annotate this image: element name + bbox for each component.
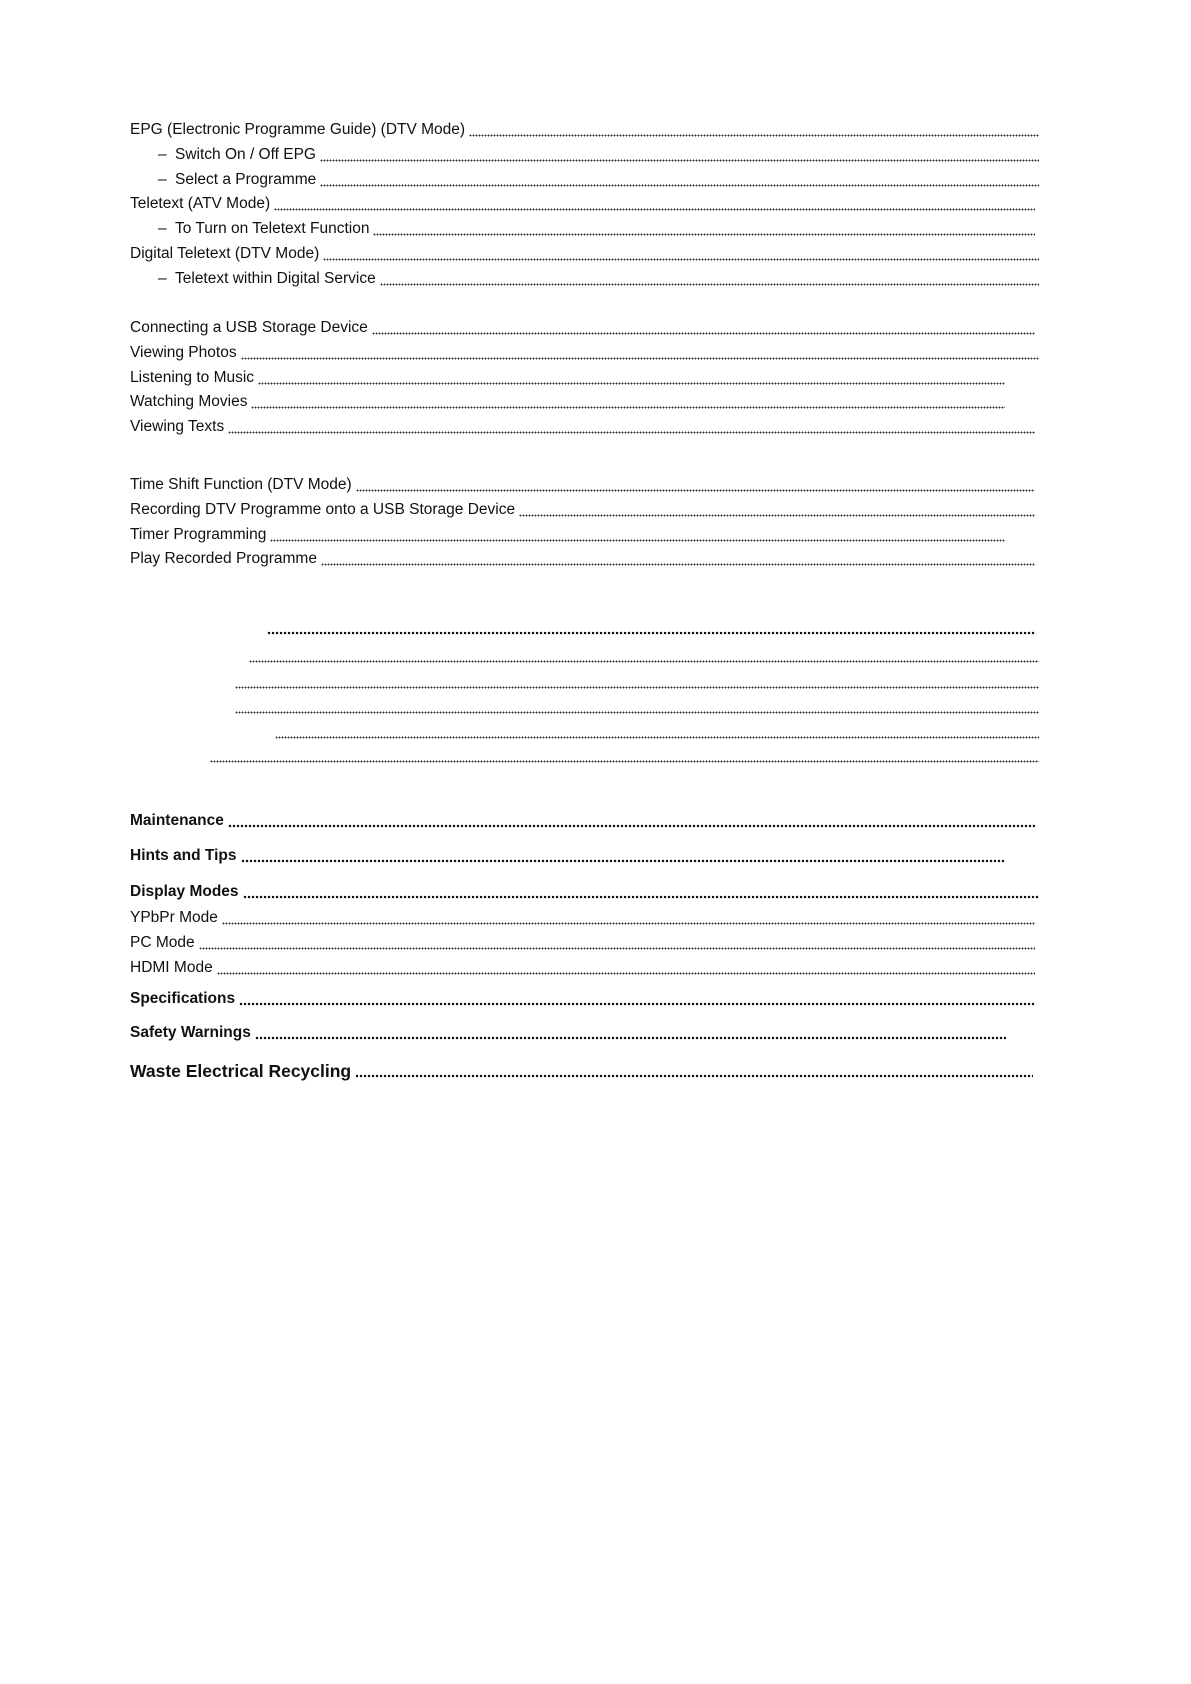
toc-entry-label: – Teletext within Digital Service <box>158 268 378 290</box>
toc-entry-blank <box>273 726 1039 748</box>
toc-entry-epg[interactable] <box>130 119 1039 141</box>
toc-entry-teletext-atv[interactable] <box>130 193 1035 215</box>
toc-entry-connecting-usb[interactable] <box>130 317 1035 339</box>
toc-entry-safety-warnings[interactable] <box>130 1022 1007 1044</box>
dot-leader <box>241 859 1005 863</box>
dot-leader <box>519 514 1035 517</box>
toc-entry-label: PC Mode <box>130 934 195 951</box>
toc-entry-viewing-texts[interactable] <box>130 416 1035 438</box>
toc-entry-label: Safety Warnings <box>130 1024 251 1041</box>
toc-entry-label: – Select a Programme <box>158 169 318 191</box>
toc-entry-pc-mode[interactable] <box>130 932 1035 954</box>
dot-leader <box>251 406 1005 409</box>
toc-entry-specifications[interactable] <box>130 988 1035 1010</box>
dot-leader <box>255 1036 1007 1040</box>
dot-leader <box>249 660 1039 663</box>
dot-leader <box>239 1002 1035 1006</box>
toc-entry-digital-teletext[interactable] <box>130 243 1039 265</box>
dot-leader <box>235 711 1039 714</box>
toc-entry-blank <box>233 701 1039 723</box>
toc-entry-label: – Switch On / Off EPG <box>158 144 318 166</box>
dot-leader <box>380 283 1039 286</box>
dot-leader <box>210 760 1039 763</box>
toc-entry-label: Watching Movies <box>130 393 248 410</box>
toc-entry-recording-dtv[interactable] <box>130 499 1035 521</box>
dot-leader <box>228 824 1035 828</box>
dot-leader <box>372 332 1035 335</box>
toc-entry-label: Maintenance <box>130 812 224 829</box>
toc-entry-blank <box>265 622 1035 644</box>
toc-entry-select-programme[interactable] <box>158 169 1039 191</box>
dot-leader <box>270 539 1005 542</box>
toc-entry-label: Viewing Photos <box>130 344 237 361</box>
toc-entry-waste-recycling[interactable] <box>130 1060 1033 1082</box>
dot-leader <box>320 184 1039 187</box>
toc-entry-label: HDMI Mode <box>130 959 213 976</box>
toc-entry-label: Viewing Texts <box>130 418 225 435</box>
toc-entry-label: Time Shift Function (DTV Mode) <box>130 476 352 493</box>
toc-entry-label: Recording DTV Programme onto a USB Storage Device <box>130 501 516 518</box>
dot-leader <box>228 431 1035 434</box>
toc-entry-turn-on-teletext[interactable] <box>158 218 1035 240</box>
dot-leader <box>469 134 1039 137</box>
dot-leader <box>222 922 1035 925</box>
toc-entry-teletext-digital-service[interactable] <box>158 268 1039 290</box>
dot-leader <box>199 947 1035 950</box>
dot-leader <box>355 1074 1033 1078</box>
toc-entry-label: EPG (Electronic Programme Guide) (DTV Mode) <box>130 121 466 138</box>
toc-entry-blank <box>247 650 1039 672</box>
toc-entry-label: Connecting a USB Storage Device <box>130 319 368 336</box>
dot-leader <box>258 382 1005 385</box>
dot-leader <box>217 972 1035 975</box>
toc-entry-label: Timer Programming <box>130 526 267 543</box>
toc-entry-label: Waste Electrical Recycling <box>130 1061 352 1081</box>
dot-leader <box>356 489 1035 492</box>
toc-entry-switch-epg[interactable] <box>158 144 1039 166</box>
toc-entry-play-recorded[interactable] <box>130 548 1035 570</box>
toc-entry-label: Hints and Tips <box>130 847 237 864</box>
toc-entry-time-shift[interactable] <box>130 474 1035 496</box>
dot-leader <box>235 686 1039 689</box>
toc-entry-label: Teletext (ATV Mode) <box>130 195 271 212</box>
dot-leader <box>274 208 1035 211</box>
toc-entry-label: Digital Teletext (DTV Mode) <box>130 245 320 262</box>
dot-leader <box>323 258 1039 261</box>
toc-entry-label: Specifications <box>130 990 236 1007</box>
dot-leader <box>321 563 1035 566</box>
dot-leader <box>243 895 1039 899</box>
toc-entry-listening-music[interactable] <box>130 367 1005 389</box>
toc-entry-label: Listening to Music <box>130 369 255 386</box>
toc-entry-blank <box>233 676 1039 698</box>
toc-entry-watching-movies[interactable] <box>130 391 1005 413</box>
toc-entry-viewing-photos[interactable] <box>130 342 1039 364</box>
toc-entry-label: Display Modes <box>130 883 239 900</box>
toc-entry-label: – To Turn on Teletext Function <box>158 218 371 240</box>
toc-entry-display-modes[interactable] <box>130 881 1039 903</box>
dot-leader <box>373 233 1035 236</box>
dot-leader <box>267 631 1035 635</box>
dot-leader <box>320 159 1039 162</box>
toc-entry-timer-programming[interactable] <box>130 524 1005 546</box>
toc-entry-label: YPbPr Mode <box>130 909 218 926</box>
dot-leader <box>275 736 1039 739</box>
toc-entry-hdmi-mode[interactable] <box>130 957 1035 979</box>
toc-entry-maintenance[interactable] <box>130 810 1035 832</box>
toc-entry-ypbpr-mode[interactable] <box>130 907 1035 929</box>
toc-entry-label: Play Recorded Programme <box>130 550 317 567</box>
dot-leader <box>241 357 1039 360</box>
toc-entry-blank <box>208 750 1039 772</box>
toc-entry-hints-tips[interactable] <box>130 845 1005 867</box>
